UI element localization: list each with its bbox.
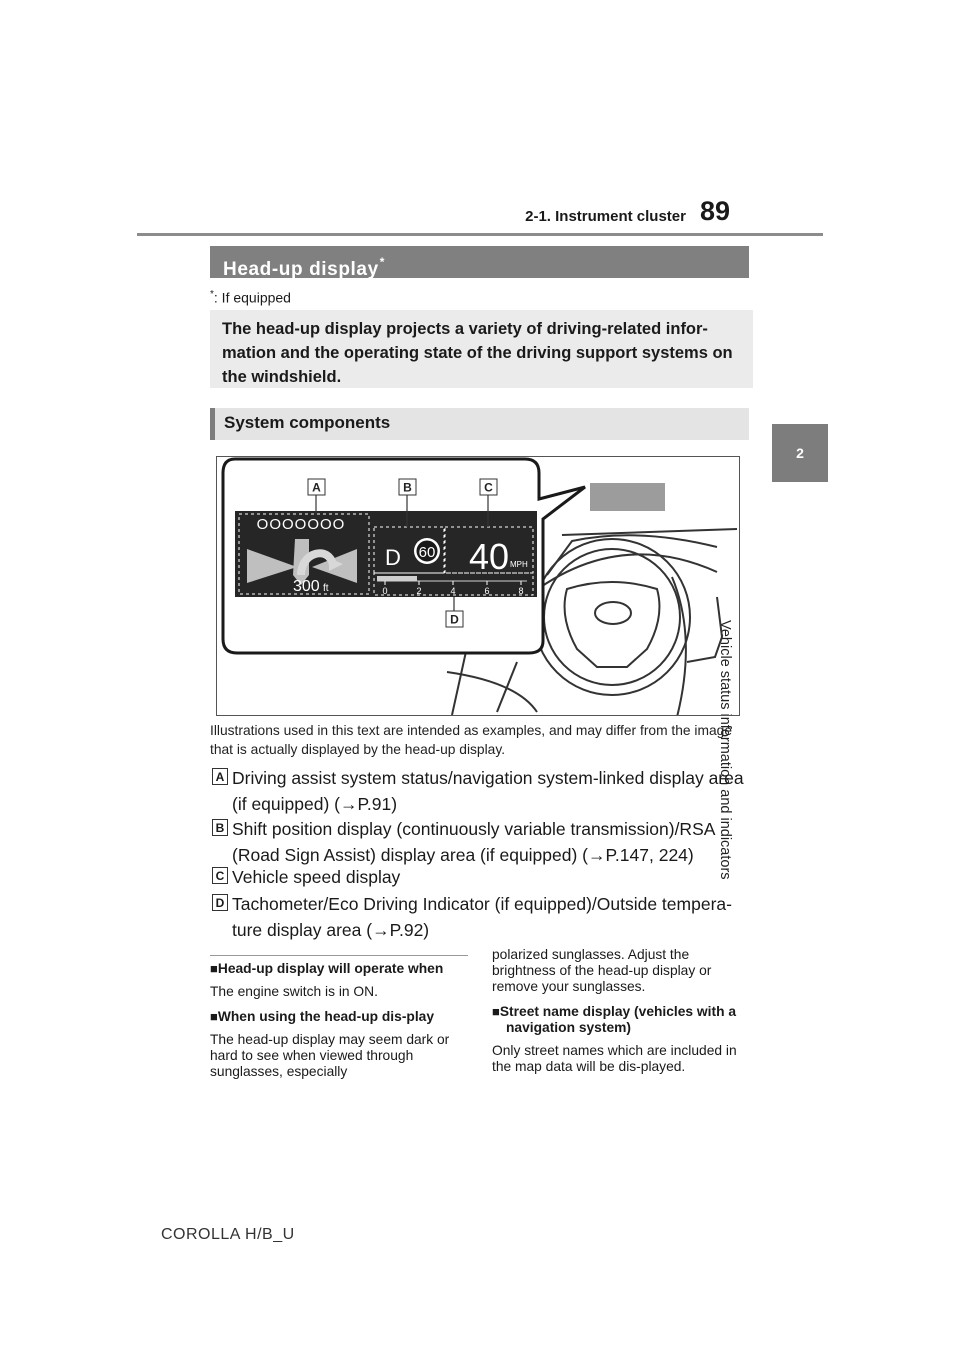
hud-circle-indicators: OOOOOOO [256, 516, 346, 533]
footer-model: COROLLA H/B_U [161, 1226, 295, 1243]
tach-label: 2 [416, 586, 422, 596]
subsection-heading: System components [210, 408, 749, 440]
illustration-caption: Illustrations used in this text are intended as examples, and may differ from the image that is actually displayed by the head-up display. [210, 723, 732, 757]
tach-label: 8 [518, 586, 524, 596]
notes-divider [210, 955, 468, 956]
tach-label: 6 [484, 586, 490, 596]
list-item [212, 891, 752, 943]
notes-left-column [210, 961, 472, 1087]
windshield-projection [590, 483, 665, 511]
item-label: C [212, 867, 228, 884]
tach-label: 4 [450, 586, 456, 596]
item-text: Shift position display (continuously variable transmission)/RSA (Road Sign Assist) display area (if equipped) (→P.147, 224) [232, 819, 715, 865]
note-heading: ■Street name display (vehicles with a navigation system) [492, 1004, 737, 1035]
note-heading: ■Head-up display will operate when [210, 961, 444, 976]
hud-speed: 40 [469, 536, 510, 577]
chapter-title-vertical: Vehicle status information and indicators [717, 620, 733, 880]
footnote-mark: * [379, 255, 386, 269]
section-title: 2-1. Instrument cluster [525, 208, 686, 225]
footnote [210, 289, 291, 306]
list-item [212, 765, 752, 817]
list-item [212, 816, 752, 868]
note-body: Only street names which are included in the map data will be dis-played. [492, 1043, 737, 1074]
note-body: The head-up display may seem dark or hard to see when viewed through sunglasses, especially [210, 1032, 450, 1079]
item-label: B [212, 819, 228, 836]
callout-label: D [450, 612, 459, 627]
intro-box: The head-up display projects a variety of driving-related infor-mation and the operating state of the driving support systems on the windshield. [210, 310, 753, 388]
section-heading [210, 246, 749, 278]
callout-label: B [403, 480, 412, 495]
section-heading-text: Head-up display [223, 259, 379, 280]
note-heading: ■When using the head-up dis-play [210, 1009, 435, 1024]
footnote-text: : If equipped [213, 289, 291, 306]
callout-label: C [484, 480, 493, 495]
notes-right-column [492, 947, 754, 1082]
list-item [212, 864, 752, 890]
hud-distance-unit: ft [323, 583, 329, 594]
note-body: The engine switch is in ON. [210, 984, 378, 999]
footnote-mark-ref: * [210, 289, 214, 300]
hud-speed-limit: 60 [418, 544, 436, 561]
note-body: polarized sunglasses. Adjust the brightness of the head-up display or remove your sunglasses. [492, 947, 712, 994]
item-text: Tachometer/Eco Driving Indicator (if equipped)/Outside tempera-ture display area (→P.92) [232, 894, 732, 940]
hud-drawing [217, 457, 740, 716]
hud-shift-position: D [385, 545, 401, 570]
item-label: A [212, 768, 228, 785]
hud-speed-unit: MPH [510, 560, 528, 569]
header-rule [137, 233, 823, 236]
item-text: Vehicle speed display [232, 867, 401, 887]
tach-label: 0 [382, 586, 388, 596]
hud-distance: 300 [293, 578, 320, 595]
callout-label: A [312, 480, 321, 495]
item-text: Driving assist system status/navigation system-linked display area (if equipped) (→P.91) [232, 768, 744, 814]
item-label: D [212, 894, 228, 911]
page-number: 89 [700, 196, 731, 226]
hud-illustration [216, 456, 740, 716]
chapter-tab[interactable]: 2 [772, 424, 828, 482]
